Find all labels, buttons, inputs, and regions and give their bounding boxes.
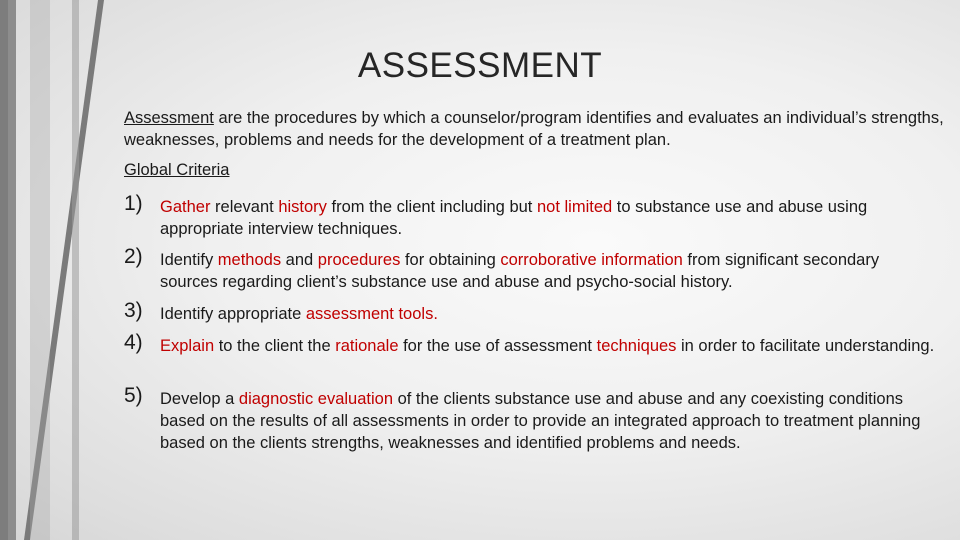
highlighted-term: methods: [217, 251, 282, 269]
highlighted-term: corroborative information: [500, 251, 683, 269]
item-text-segment: Identify: [160, 251, 218, 269]
item-text-segment: in order to facilitate understanding.: [676, 337, 935, 355]
intro-paragraph: [124, 107, 944, 151]
item-text: [160, 196, 940, 240]
highlighted-term: assessment tools.: [305, 305, 438, 323]
item-text: [160, 388, 940, 454]
item-text-segment: from the client including but: [326, 198, 537, 216]
highlighted-term: Gather: [160, 198, 211, 216]
item-number: 2): [124, 245, 143, 268]
item-text-segment: Develop a: [160, 390, 239, 408]
item-text-segment: of the clients substance use and abuse and any coexisting conditions based on the results of all assessments in order to provide an integrated approach to treatment planning based on the clients strengths, weaknesses and identified problems and needs.: [160, 390, 921, 452]
item-text-segment: from significant secondary sources regarding client’s substance use and abuse and psycho-social history.: [160, 251, 880, 291]
item-text-segment: and: [281, 251, 318, 269]
intro-term: Assessment: [124, 109, 214, 127]
highlighted-term: procedures: [317, 251, 401, 269]
item-text-segment: for the use of assessment: [398, 337, 597, 355]
item-text-segment: to the client the: [214, 337, 336, 355]
intro-text: are the procedures by which a counselor/program identifies and evaluates an individual’s strengths, weaknesses, problems and needs for the development of a treatment plan.: [124, 109, 944, 149]
highlighted-term: diagnostic evaluation: [238, 390, 393, 408]
item-number: 5): [124, 384, 143, 407]
item-text: [160, 249, 940, 293]
highlighted-term: rationale: [335, 337, 399, 355]
item-text-segment: for obtaining: [400, 251, 501, 269]
item-number: 1): [124, 192, 143, 215]
item-text-segment: Identify appropriate: [160, 305, 306, 323]
highlighted-term: history: [278, 198, 327, 216]
highlighted-term: Explain: [160, 337, 215, 355]
highlighted-term: techniques: [596, 337, 677, 355]
item-text-segment: relevant: [210, 198, 279, 216]
item-text-segment: to substance use and abuse using appropriate interview techniques.: [160, 198, 868, 238]
decorative-stripes: [0, 0, 110, 540]
item-text: [160, 303, 940, 325]
criteria-heading: Global Criteria: [124, 161, 230, 179]
item-text: [160, 335, 940, 357]
item-number: 3): [124, 299, 143, 322]
highlighted-term: not limited: [536, 198, 613, 216]
slide-title: ASSESSMENT: [357, 46, 603, 85]
item-number: 4): [124, 331, 143, 354]
